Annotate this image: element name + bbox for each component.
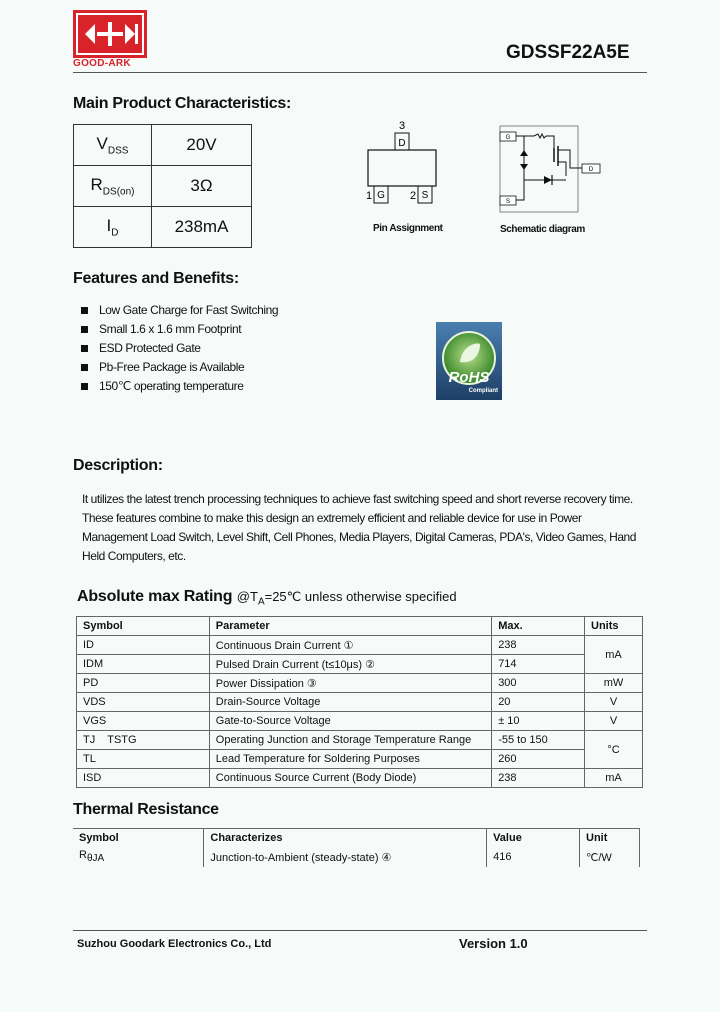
cell-symbol: TL <box>77 750 210 769</box>
cell-symbol: VDS <box>77 693 210 712</box>
pin2-letter: S <box>421 190 429 201</box>
cell-symbol: ISD <box>77 769 210 788</box>
schematic-diagram <box>494 124 602 214</box>
cell-parameter: Gate-to-Source Voltage <box>209 712 491 731</box>
table-row <box>77 769 643 788</box>
cell-symbol: VGS <box>77 712 210 731</box>
header-divider <box>73 72 647 73</box>
cell-symbol: TJ TSTG <box>77 731 210 750</box>
table-row <box>74 166 252 207</box>
schematic-s-label: S <box>505 199 511 205</box>
list-item: Low Gate Charge for Fast Switching <box>73 303 278 322</box>
table-row <box>77 636 643 655</box>
cell-unit: °C <box>585 731 643 769</box>
cell-max: 300 <box>492 674 585 693</box>
rdson-value: 3Ω <box>152 166 252 207</box>
cell-parameter: Continuous Drain Current ① <box>209 636 491 655</box>
cell-characterizes: Junction-to-Ambient (steady-state) ④ <box>204 847 487 867</box>
good-ark-logo <box>73 10 147 58</box>
list-item: Pb-Free Package is Available <box>73 360 278 379</box>
cell-symbol: ID <box>77 636 210 655</box>
part-number: GDSSF22A5E <box>506 42 630 63</box>
table-row <box>77 712 643 731</box>
id-value: 238mA <box>152 207 252 248</box>
col-characterizes: Characterizes <box>204 829 487 848</box>
abs-max-condition: $@T_A=25℃$ unless otherwise specified <box>236 589 457 608</box>
list-item: 150℃ operating temperature <box>73 379 278 398</box>
col-value: Value <box>487 829 580 848</box>
cell-parameter: Drain-Source Voltage <box>209 693 491 712</box>
rohs-badge <box>436 322 502 400</box>
rdson-symbol: $R_{DS(on)}$ <box>74 166 152 207</box>
main-characteristics-table <box>73 124 252 248</box>
cell-parameter: Continuous Source Current (Body Diode) <box>209 769 491 788</box>
cell-unit: V <box>585 693 643 712</box>
col-parameter: Parameter <box>209 617 491 636</box>
cell-unit: ℃/W <box>580 847 640 867</box>
table-header-row <box>77 617 643 636</box>
features-title: Features and Benefits: <box>73 270 239 287</box>
cell-symbol: $R_{\theta JA}$ <box>79 849 105 865</box>
table-row <box>77 731 643 750</box>
cell-max: ± 10 <box>492 712 585 731</box>
pin-assignment-diagram <box>360 116 440 208</box>
cell-parameter: Lead Temperature for Soldering Purposes <box>209 750 491 769</box>
cell-max: 238 <box>492 636 585 655</box>
list-item: ESD Protected Gate <box>73 341 278 360</box>
pin-assignment-caption: Pin Assignment <box>373 223 443 234</box>
brand-name: GOOD-ARK <box>73 58 131 69</box>
cell-unit: V <box>585 712 643 731</box>
pin3-number: 3 <box>398 120 406 132</box>
cell-unit: mA <box>585 636 643 674</box>
cell-max: 714 <box>492 655 585 674</box>
schematic-d-label: D <box>588 167 594 173</box>
schematic-caption: Schematic diagram <box>500 224 585 235</box>
col-symbol: Symbol <box>73 829 204 848</box>
abs-max-table <box>76 616 643 788</box>
package-body <box>368 150 436 186</box>
cell-parameter: Pulsed Drain Current (t≤10μs) ② <box>209 655 491 674</box>
col-symbol: Symbol <box>77 617 210 636</box>
table-row <box>77 674 643 693</box>
cell-symbol: PD <box>77 674 210 693</box>
cell-max: 20 <box>492 693 585 712</box>
thermal-title: Thermal Resistance <box>73 801 219 818</box>
cell-parameter: Operating Junction and Storage Temperature Range <box>209 731 491 750</box>
id-symbol: $I_D$ <box>74 207 152 248</box>
cell-value: 416 <box>487 847 580 867</box>
abs-max-title: Absolute max Rating <box>77 588 233 605</box>
cell-parameter: Power Dissipation ③ <box>209 674 491 693</box>
col-units: Units <box>585 617 643 636</box>
footer-company: Suzhou Goodark Electronics Co., Ltd <box>77 938 272 950</box>
cell-unit: mA <box>585 769 643 788</box>
pin1-letter: G <box>377 190 385 201</box>
features-list <box>73 303 278 398</box>
cell-symbol: IDM <box>77 655 210 674</box>
cell-max: 260 <box>492 750 585 769</box>
description-text: It utilizes the latest trench processing techniques to achieve fast switching speed and short reverse recovery time. These features combine to make this design an extremely efficient and reliable device for use in Power Management Load Switch, Level Shift, Cell Phones, Media Players, Digital Cameras, PDA's, Video Games, Hand Held Computers, etc. <box>82 492 636 563</box>
table-row <box>77 655 643 674</box>
cell-max: 238 <box>492 769 585 788</box>
table-row <box>74 125 252 166</box>
thermal-table <box>73 828 640 867</box>
table-row <box>77 750 643 769</box>
vdss-value: 20V <box>152 125 252 166</box>
table-row <box>77 693 643 712</box>
rohs-compliant: Compliant <box>468 388 498 394</box>
vdss-symbol: $V_{DSS}$ <box>74 125 152 166</box>
col-max: Max. <box>492 617 585 636</box>
pin3-letter: D <box>398 138 406 149</box>
abs-max-heading <box>77 588 457 608</box>
list-item: Small 1.6 x 1.6 mm Footprint <box>73 322 278 341</box>
footer-version: Version 1.0 <box>459 936 528 951</box>
schematic-g-label: G <box>505 135 511 141</box>
main-characteristics-title: Main Product Characteristics: <box>73 95 292 112</box>
footer-divider <box>73 930 647 931</box>
cell-unit: mW <box>585 674 643 693</box>
pin2-number: 2 <box>409 190 417 202</box>
table-row <box>73 847 640 867</box>
pin1-number: 1 <box>365 190 373 202</box>
col-unit: Unit <box>580 829 640 848</box>
rohs-label: RoHS <box>448 369 490 386</box>
table-header-row <box>73 829 640 848</box>
cell-max: -55 to 150 <box>492 731 585 750</box>
table-row <box>74 207 252 248</box>
description-title: Description: <box>73 457 163 474</box>
